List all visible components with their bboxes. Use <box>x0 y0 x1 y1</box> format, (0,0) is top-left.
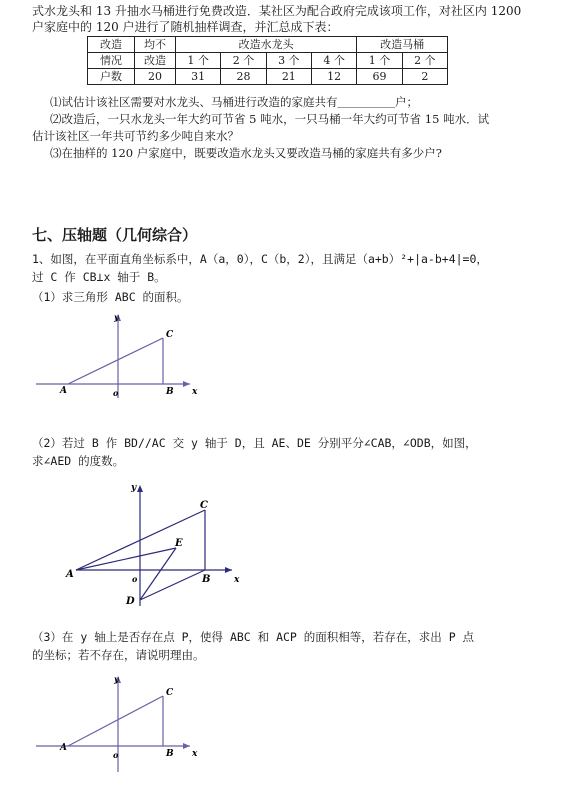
figure-3 <box>30 672 230 776</box>
table-subheader: 2 个 <box>402 53 447 69</box>
segment-ac <box>68 338 163 384</box>
table-cell: 21 <box>266 69 311 85</box>
origin-label: o <box>113 750 119 760</box>
table-row-label: 户数 <box>88 69 135 85</box>
figure-2 <box>64 478 254 614</box>
table-header-faucet: 改造水龙头 <box>176 37 357 53</box>
question-1: ⑴试估计该社区需要对水龙头、马桶进行改造的家庭共有＿＿＿＿＿户； <box>50 95 418 109</box>
table-subheader: 3 个 <box>266 53 311 69</box>
table-subheader: 1 个 <box>176 53 221 69</box>
table-subheader: 2 个 <box>221 53 266 69</box>
segment-ac <box>68 696 163 746</box>
table-header-gaizao: 改造 <box>88 37 135 53</box>
table-cell: 28 <box>221 69 266 85</box>
subquestion-2b: 求∠AED 的度数。 <box>32 454 125 468</box>
x-axis-arrow <box>225 567 232 573</box>
table-header-toilet: 改造马桶 <box>357 37 448 53</box>
question-3: ⑶在抽样的 120 户家庭中，既要改造水龙头又要改造马桶的家庭共有多少户? <box>50 146 442 160</box>
point-b-label: B <box>202 574 211 585</box>
y-label: y <box>114 674 119 684</box>
point-b-label: B <box>166 749 174 759</box>
subquestion-2a: （2）若过 B 作 BD//AC 交 y 轴于 D，且 AE、DE 分别平分∠CAB，∠ODB，如图， <box>32 436 477 450</box>
x-axis-arrow <box>183 381 190 387</box>
x-label: x <box>234 575 240 585</box>
question-2b: 估计该社区一年共可节约多少吨自来水？ <box>32 129 239 143</box>
subquestion-3b: 的坐标；若不存在，请说明理由。 <box>32 648 205 662</box>
figure-1 <box>30 310 230 402</box>
survey-table <box>87 36 448 85</box>
table-cell: 69 <box>357 69 402 85</box>
table-cell: 2 <box>402 69 447 85</box>
point-a-label: A <box>60 743 67 753</box>
intro-line-1: 式水龙头和 13 升抽水马桶进行免费改造．某社区为配合政府完成该项工作，对社区内 1200 <box>32 4 522 18</box>
x-axis-arrow <box>183 743 190 749</box>
point-c-label: C <box>166 330 174 340</box>
x-label: x <box>192 749 198 759</box>
table-header-qingkuang: 情况 <box>88 53 135 69</box>
y-axis-arrow <box>137 485 143 492</box>
point-e-label: E <box>175 538 183 549</box>
table-cell: 31 <box>176 69 221 85</box>
problem-line-1: 1、如图，在平面直角坐标系中，A（a，0），C（b，2），且满足（a+b）²+|a-b+4|=0， <box>32 252 488 266</box>
origin-label: o <box>113 388 119 398</box>
section-title: 七、压轴题（几何综合） <box>32 226 198 244</box>
table-subheader: 1 个 <box>357 53 402 69</box>
point-a-label: A <box>60 386 67 396</box>
point-b-label: B <box>166 387 174 397</box>
point-c-label: C <box>166 688 174 698</box>
point-d-label: D <box>126 596 135 607</box>
table-header-jun2: 改造 <box>135 53 176 69</box>
y-label: y <box>114 312 119 322</box>
point-c-label: C <box>200 500 208 511</box>
point-a-label: A <box>66 569 74 580</box>
table-cell: 20 <box>135 69 176 85</box>
question-2a: ⑵改造后，一只水龙头一年大约可节省 5 吨水，一只马桶一年大约可节省 15 吨水．试 <box>50 112 490 126</box>
intro-line-2: 户家庭中的 120 户进行了随机抽样调查，并汇总成下表： <box>32 20 339 34</box>
subquestion-1: （1）求三角形 ABC 的面积。 <box>32 290 189 304</box>
origin-label: o <box>132 574 138 584</box>
x-label: x <box>192 387 198 397</box>
table-header-jun: 均不 <box>135 37 176 53</box>
segment-ae <box>76 548 176 570</box>
problem-line-2: 过 C 作 CB⊥x 轴于 B。 <box>32 270 166 284</box>
table-cell: 12 <box>311 69 356 85</box>
table-subheader: 4 个 <box>311 53 356 69</box>
y-label: y <box>131 483 137 493</box>
subquestion-3a: （3）在 y 轴上是否存在点 P，使得 ABC 和 ACP 的面积相等，若存在，求出 P 点 <box>32 630 475 644</box>
